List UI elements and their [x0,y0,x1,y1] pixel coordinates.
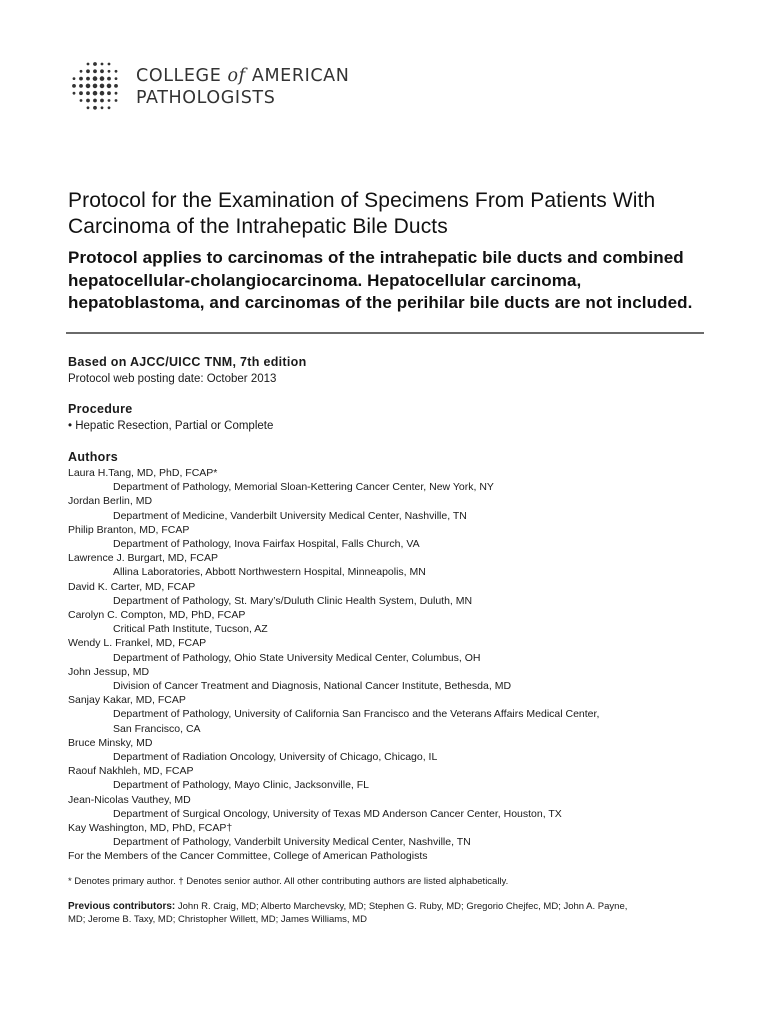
author-name: Bruce Minsky, MD [68,736,153,749]
author-affiliation: Department of Pathology, Memorial Sloan-Kettering Cancer Center, New York, NY [113,481,494,494]
author-affiliation: Department of Pathology, University of California San Francisco and the Veterans Affairs Medical Center, [113,708,600,721]
logo-line-2: PATHOLOGISTS [136,88,276,108]
author-affiliation: Division of Cancer Treatment and Diagnosis, National Cancer Institute, Bethesda, MD [113,680,512,693]
author-name: Raouf Nakhleh, MD, FCAP [68,765,194,778]
authors-heading: Authors [68,450,119,464]
previous-contributors-label: Previous contributors: [68,900,176,912]
author-affiliation: San Francisco, CA [113,722,201,735]
author-affiliation: Department of Radiation Oncology, University of Chicago, Chicago, IL [113,751,438,764]
logo-line-1: COLLEGE of AMERICAN [136,66,350,86]
cap-dot-mark-icon [70,60,124,114]
procedure-heading: Procedure [68,402,133,416]
author-name: Sanjay Kakar, MD, FCAP [68,694,186,707]
cap-logo [70,60,349,114]
previous-contributors-names: John R. Craig, MD; Alberto Marchevsky, MD; Stephen G. Ruby, MD; Gregorio Chejfec, MD; John A. Payne, MD; Jerome B. Taxy, MD; Christopher Willett, MD; James Williams, MD [68,900,628,926]
author-affiliation: Department of Pathology, Inova Fairfax Hospital, Falls Church, VA [113,538,420,551]
author-name: Wendy L. Frankel, MD, FCAP [68,637,207,650]
author-affiliation: Department of Pathology, Ohio State University Medical Center, Columbus, OH [113,651,481,664]
author-name: Lawrence J. Burgart, MD, FCAP [68,552,218,565]
document-title: Protocol for the Examination of Specimens From Patients With Carcinoma of the Intrahepatic Bile Ducts [68,189,656,238]
author-affiliation: Department of Pathology, Vanderbilt University Medical Center, Nashville, TN [113,836,471,849]
committee-credit: For the Members of the Cancer Committee, College of American Pathologists [68,850,428,863]
posting-date: Protocol web posting date: October 2013 [68,373,277,385]
author-name: John Jessup, MD [68,665,150,678]
author-name: Laura H.Tang, MD, PhD, FCAP* [68,467,218,479]
author-name: Jean-Nicolas Vauthey, MD [68,793,191,806]
previous-contributors [68,900,643,927]
document-body [68,354,718,927]
author-affiliation: Critical Path Institute, Tucson, AZ [113,623,268,636]
logo-wordmark [136,65,349,109]
procedure-item: • Hepatic Resection, Partial or Complete [68,420,274,432]
author-affiliation: Department of Medicine, Vanderbilt University Medical Center, Nashville, TN [113,509,467,522]
basis-heading: Based on AJCC/UICC TNM, 7th edition [68,355,307,369]
author-affiliation: Department of Surgical Oncology, University of Texas MD Anderson Cancer Center, Houston, TX [113,807,562,820]
author-name: Philip Branton, MD, FCAP [68,523,190,536]
author-name: Jordan Berlin, MD [68,495,153,508]
author-name: David K. Carter, MD, FCAP [68,580,196,593]
author-affiliation: Allina Laboratories, Abbott Northwestern Hospital, Minneapolis, MN [113,566,426,579]
author-name: Kay Washington, MD, PhD, FCAP† [68,822,233,835]
document-subtitle: Protocol applies to carcinomas of the intrahepatic bile ducts and combined hepatocellular-cholangiocarcinoma. Hepatocellular carcinoma, hepatoblastoma, and carcinomas of the perihilar bile ducts are not included. [68,248,693,312]
author-name: Carolyn C. Compton, MD, PhD, FCAP [68,609,246,622]
author-affiliation: Department of Pathology, St. Mary’s/Duluth Clinic Health System, Duluth, MN [113,594,473,607]
author-list [68,466,718,849]
title-divider [66,332,704,334]
author-footnote: * Denotes primary author. † Denotes senior author. All other contributing authors are listed alphabetically. [68,875,509,887]
author-affiliation: Department of Pathology, Mayo Clinic, Jacksonville, FL [113,779,369,792]
